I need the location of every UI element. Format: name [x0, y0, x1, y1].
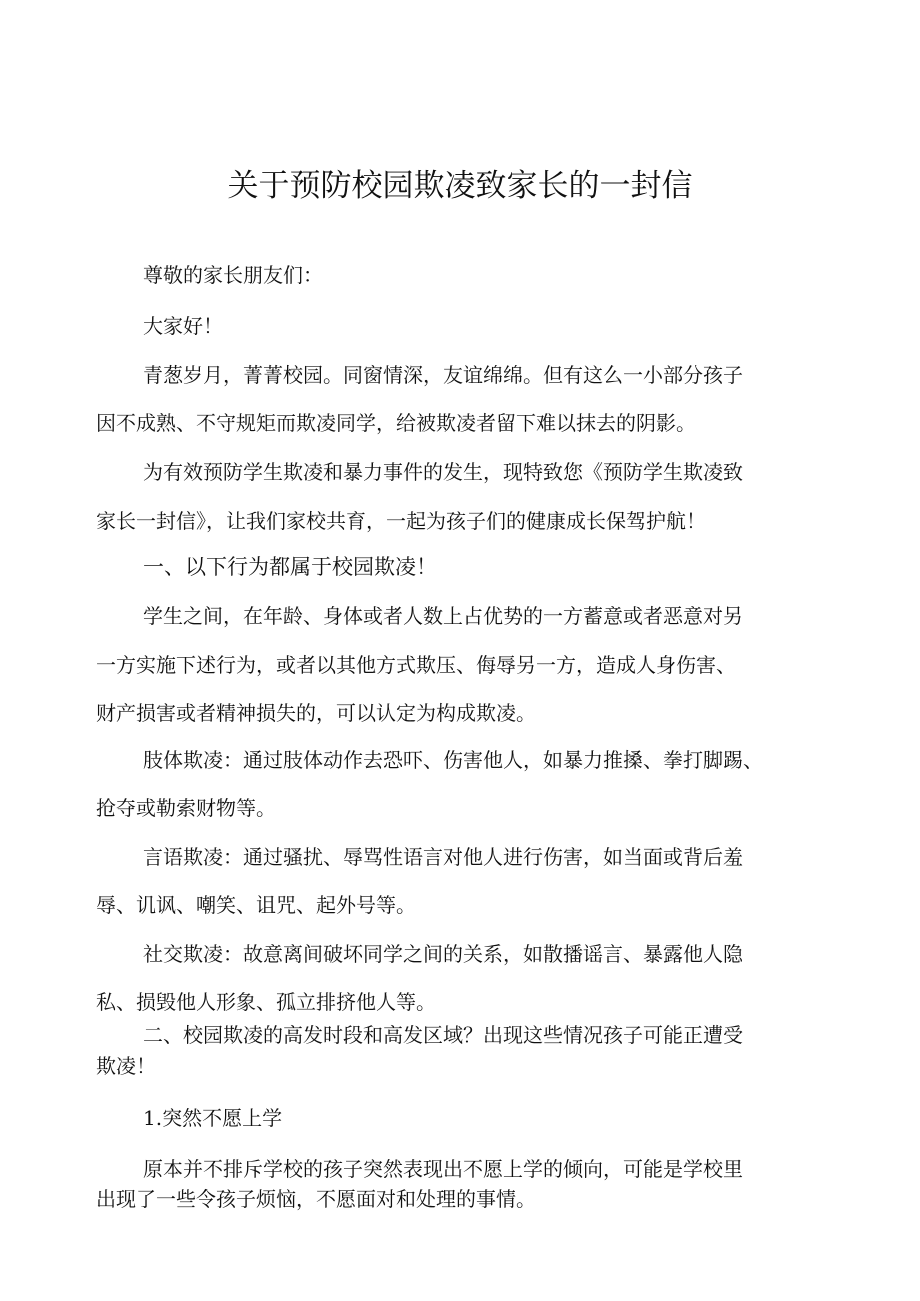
social-bullying-line-1: 社交欺凌：故意离间破坏同学之间的关系，如散播谣言、暴露他人隐	[143, 942, 743, 966]
item-1-text-line-2: 出现了一些令孩子烦恼，不愿面对和处理的事情。	[96, 1187, 536, 1211]
social-bullying-line-2: 私、损毁他人形象、孤立排挤他人等。	[96, 990, 436, 1014]
physical-bullying-line-2: 抢夺或勒索财物等。	[96, 796, 276, 820]
paragraph-1-line-2: 因不成熟、不守规矩而欺凌同学，给被欺凌者留下难以抹去的阴影。	[96, 411, 696, 435]
item-1-heading: 1.突然不愿上学	[143, 1106, 283, 1130]
document-title: 关于预防校园欺凌致家长的一封信	[227, 168, 693, 204]
section-1-heading: 一、以下行为都属于校园欺凌！	[143, 555, 437, 579]
item-1-text-line-1: 原本并不排斥学校的孩子突然表现出不愿上学的倾向，可能是学校里	[143, 1157, 743, 1181]
section-2-line-1: 二、校园欺凌的高发时段和高发区域？出现这些情况孩子可能正遭受	[143, 1023, 743, 1047]
salutation: 尊敬的家长朋友们：	[143, 263, 323, 287]
physical-bullying-line-1: 肢体欺凌：通过肢体动作去恐吓、伤害他人，如暴力推搡、拳打脚踢、	[143, 748, 763, 772]
paragraph-2-line-1: 为有效预防学生欺凌和暴力事件的发生，现特致您《预防学生欺凌致	[143, 460, 743, 484]
paragraph-2-line-2: 家长一封信》，让我们家校共育，一起为孩子们的健康成长保驾护航！	[96, 509, 706, 533]
paragraph-1-line-1: 青葱岁月，菁菁校园。同窗情深，友谊绵绵。但有这么一小部分孩子	[143, 363, 743, 387]
paragraph-3-line-3: 财产损害或者精神损失的，可以认定为构成欺凌。	[96, 701, 536, 725]
greeting: 大家好！	[143, 314, 223, 338]
verbal-bullying-line-2: 辱、讥讽、嘲笑、诅咒、起外号等。	[96, 893, 416, 917]
section-2-line-2: 欺凌！	[96, 1054, 156, 1078]
verbal-bullying-line-1: 言语欺凌：通过骚扰、辱骂性语言对他人进行伤害，如当面或背后羞	[143, 845, 743, 869]
paragraph-3-line-2: 一方实施下述行为，或者以其他方式欺压、侮辱另一方，造成人身伤害、	[96, 653, 736, 677]
paragraph-3-line-1: 学生之间，在年龄、身体或者人数上占优势的一方蓄意或者恶意对另	[143, 604, 743, 628]
